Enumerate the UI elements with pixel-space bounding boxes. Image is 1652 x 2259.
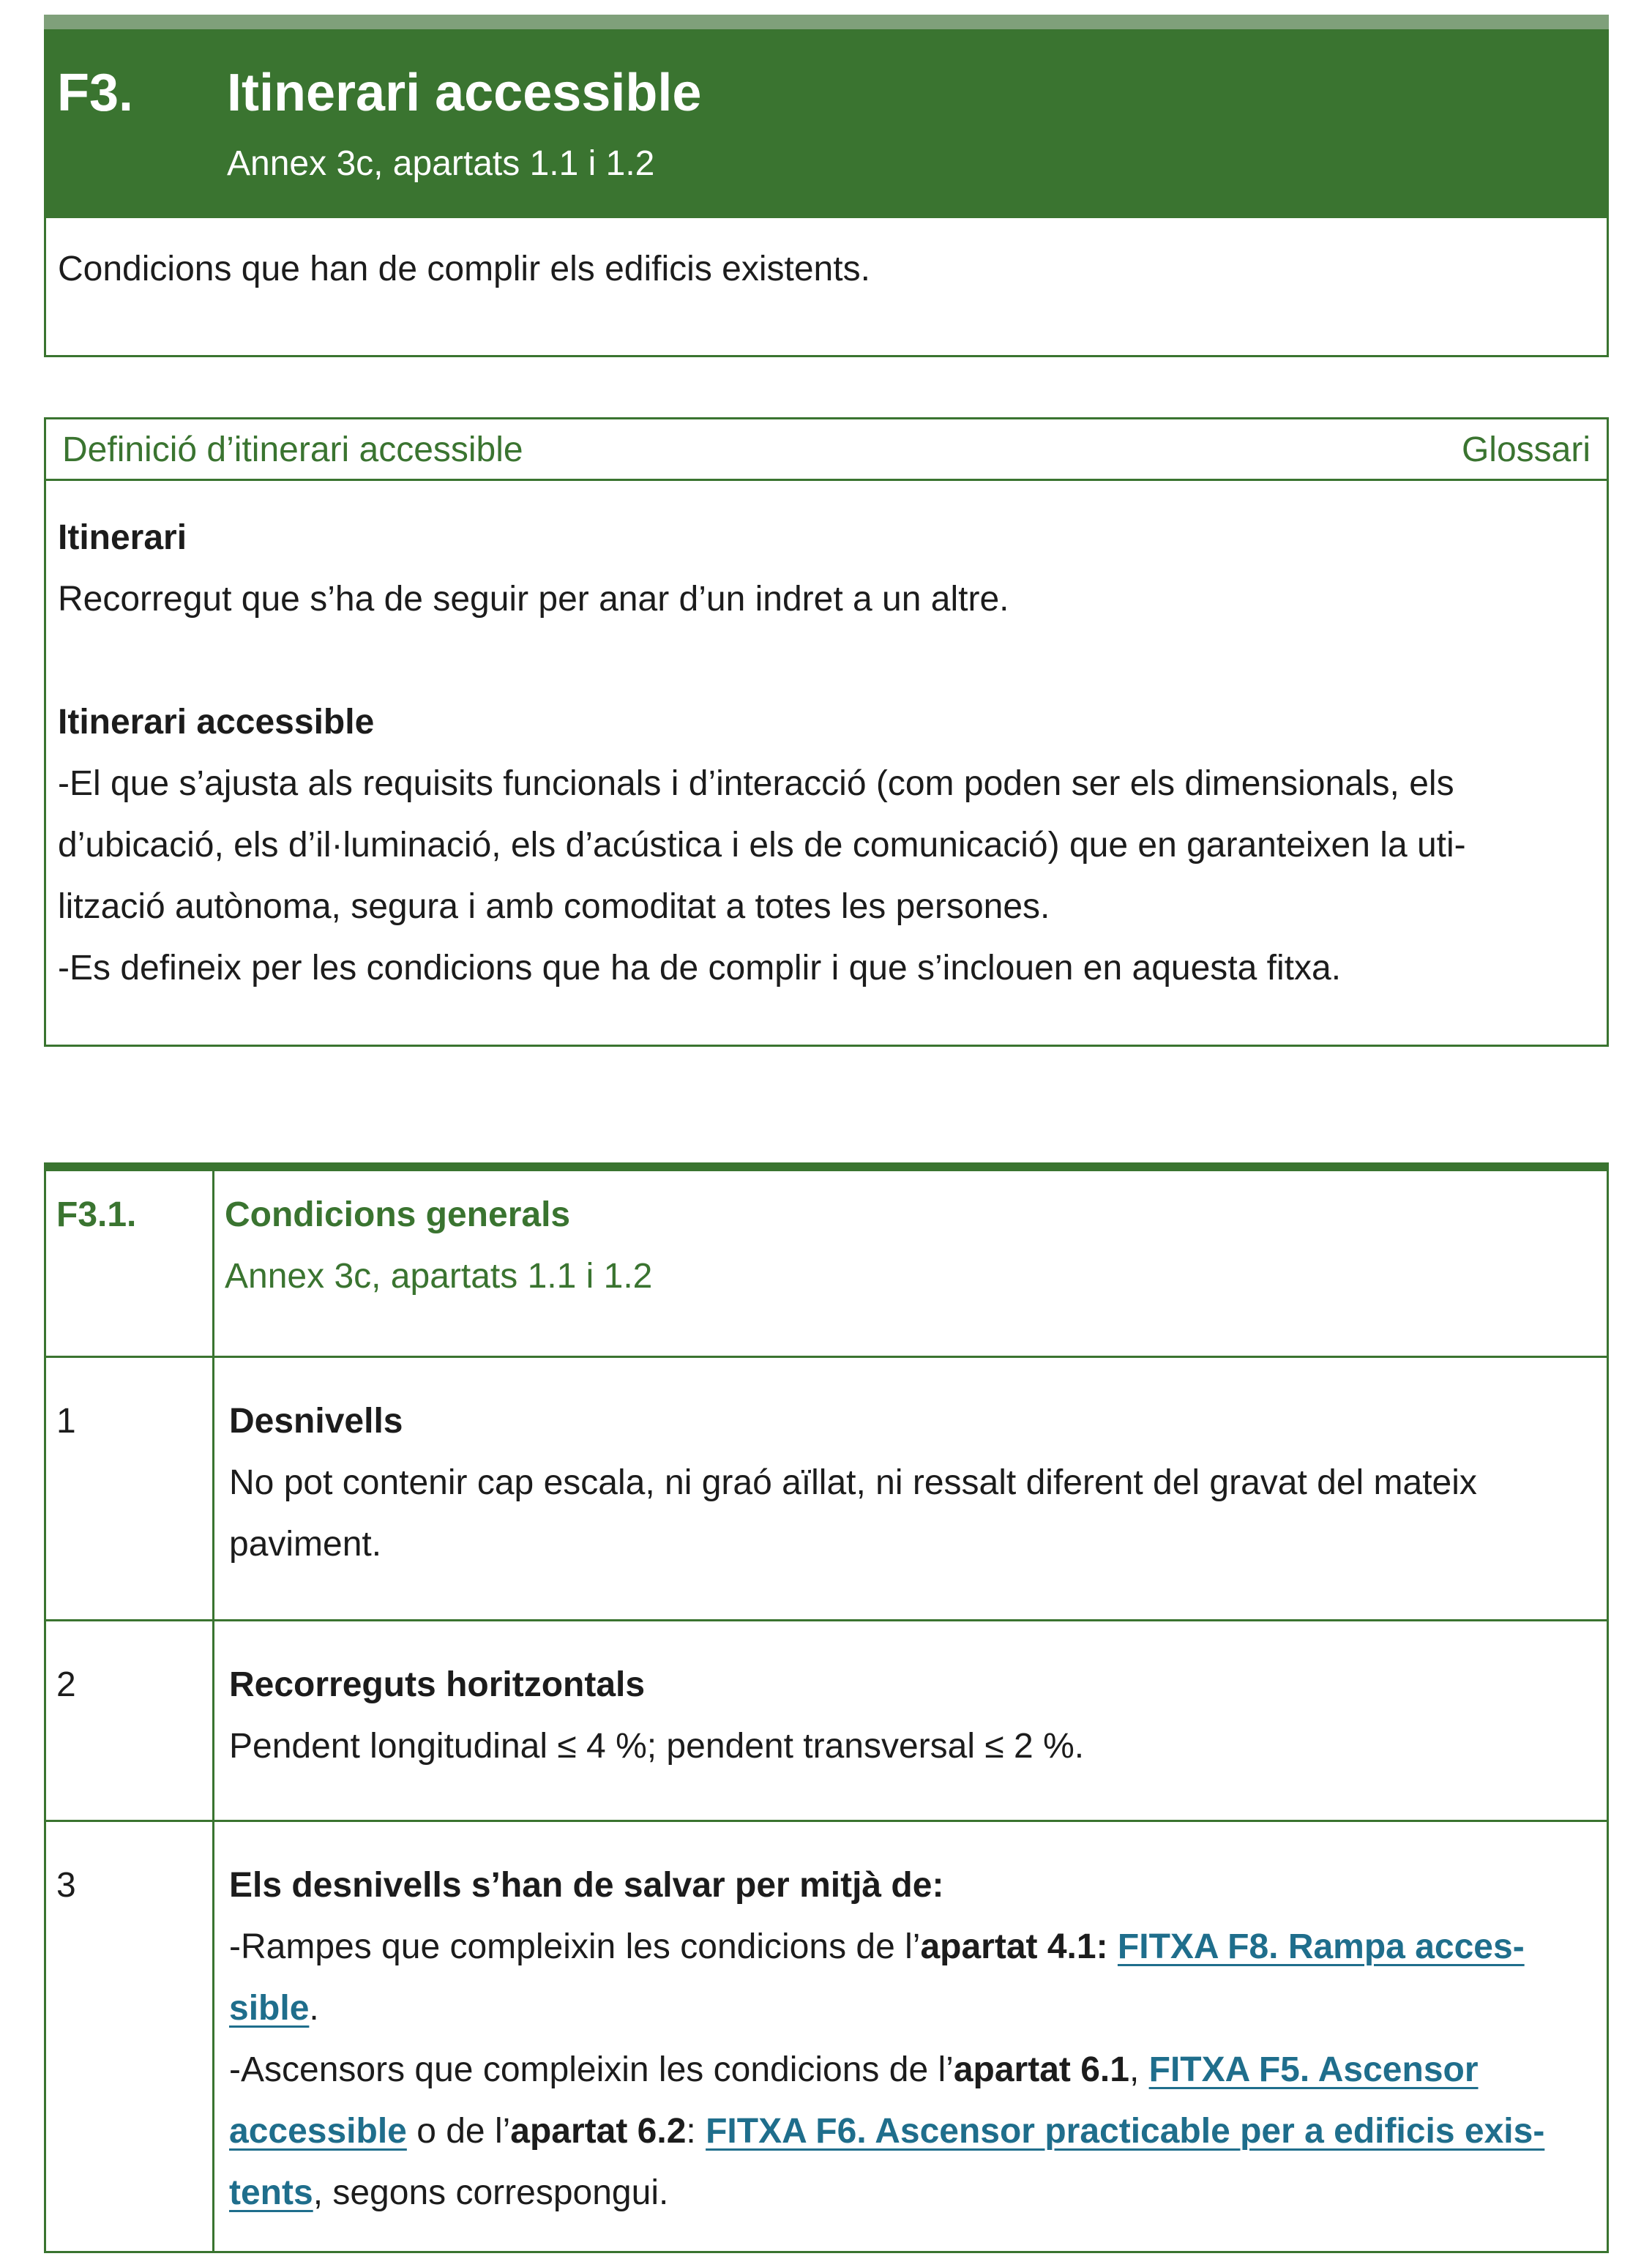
bold-ref: apartat 6.2	[510, 2112, 687, 2151]
intro-text: Condicions que han de complir els edificis existents.	[58, 250, 870, 288]
definition-itinerari: Recorregut que s’ha de seguir per anar d’un indret a un altre.	[58, 580, 1009, 619]
term-itinerari-accessible: Itinerari accessible	[58, 703, 375, 742]
row-number: 1	[56, 1402, 76, 1441]
definition-body	[58, 507, 1585, 999]
row-title: Recorreguts horitzontals	[229, 1665, 646, 1704]
column-divider	[212, 1171, 214, 2251]
sheet-code: F3.	[57, 64, 134, 122]
text-span: o de l’	[406, 2112, 511, 2151]
link-fitxa-f5-cont[interactable]: accessible	[229, 2112, 407, 2151]
row-text	[229, 2162, 1605, 2224]
sheet-header	[44, 15, 1609, 218]
link-fitxa-f6-cont[interactable]: tents	[229, 2173, 313, 2212]
glossary-link[interactable]: Glossari	[1461, 430, 1591, 469]
definition-line: -Es defineix per les condicions que ha de complir i que s’inclouen en aquesta fitxa.	[58, 949, 1342, 987]
row-text	[229, 2101, 1605, 2162]
text-span: ,	[1129, 2050, 1140, 2089]
text-span: -Rampes que compleixin les condicions de l’	[229, 1927, 921, 1966]
text-span: .	[309, 1989, 319, 2028]
sheet-subtitle: Annex 3c, apartats 1.1 i 1.2	[227, 144, 655, 183]
link-fitxa-f8-cont[interactable]: sible	[229, 1989, 310, 2028]
definition-line: d’ubicació, els d’il·luminació, els d’acústica i els de comunicació) que en garanteixen la uti-	[58, 826, 1466, 865]
row-text: No pot contenir cap escala, ni graó aïllat, ni ressalt diferent del gravat del mateix	[229, 1463, 1477, 1502]
definition-line: -El que s’ajusta als requisits funcionals i d’interacció (com poden ser els dimensionals, els	[58, 764, 1454, 803]
link-fitxa-f6[interactable]: FITXA F6. Ascensor practicable per a edificis exis-	[706, 2112, 1545, 2151]
row-text: Pendent longitudinal ≤ 4 %; pendent transversal ≤ 2 %.	[229, 1727, 1085, 1766]
row-number: 2	[56, 1665, 76, 1704]
intro-box	[44, 218, 1609, 357]
text-span: :	[686, 2112, 696, 2151]
table-row	[229, 1654, 1591, 1777]
link-fitxa-f8[interactable]: FITXA F8. Rampa acces-	[1117, 1927, 1525, 1966]
definition-line: lització autònoma, segura i amb comoditat a totes les persones.	[58, 887, 1050, 926]
row-divider	[46, 1820, 1607, 1822]
section-title: Condicions generals	[225, 1195, 571, 1234]
row-divider	[46, 1619, 1607, 1621]
text-span: , segons correspongui.	[313, 2173, 669, 2212]
row-text	[229, 2039, 1605, 2101]
row-number: 3	[56, 1866, 76, 1905]
sheet-title: Itinerari accessible	[227, 64, 702, 122]
definition-header	[46, 419, 1607, 481]
section-subtitle: Annex 3c, apartats 1.1 i 1.2	[225, 1257, 653, 1296]
term-itinerari: Itinerari	[58, 518, 187, 557]
link-fitxa-f5[interactable]: FITXA F5. Ascensor	[1148, 2050, 1479, 2089]
row-text	[229, 1916, 1605, 1978]
section-heading	[225, 1184, 652, 1307]
row-text: paviment.	[229, 1525, 382, 1564]
section-code: F3.1.	[56, 1195, 137, 1234]
text-span: -Ascensors que compleixin les condicions de l’	[229, 2050, 954, 2089]
table-row	[229, 1855, 1605, 2224]
definition-heading: Definició d’itinerari accessible	[62, 430, 523, 469]
definition-box	[44, 417, 1609, 1047]
bold-ref: apartat 4.1:	[920, 1927, 1108, 1966]
bold-ref: apartat 6.1	[953, 2050, 1129, 2089]
table-row	[229, 1391, 1591, 1575]
row-title: Desnivells	[229, 1402, 403, 1441]
row-text	[229, 1978, 1605, 2039]
conditions-table	[44, 1162, 1609, 2253]
row-title: Els desnivells s’han de salvar per mitjà de:	[229, 1866, 944, 1905]
row-divider	[46, 1356, 1607, 1358]
